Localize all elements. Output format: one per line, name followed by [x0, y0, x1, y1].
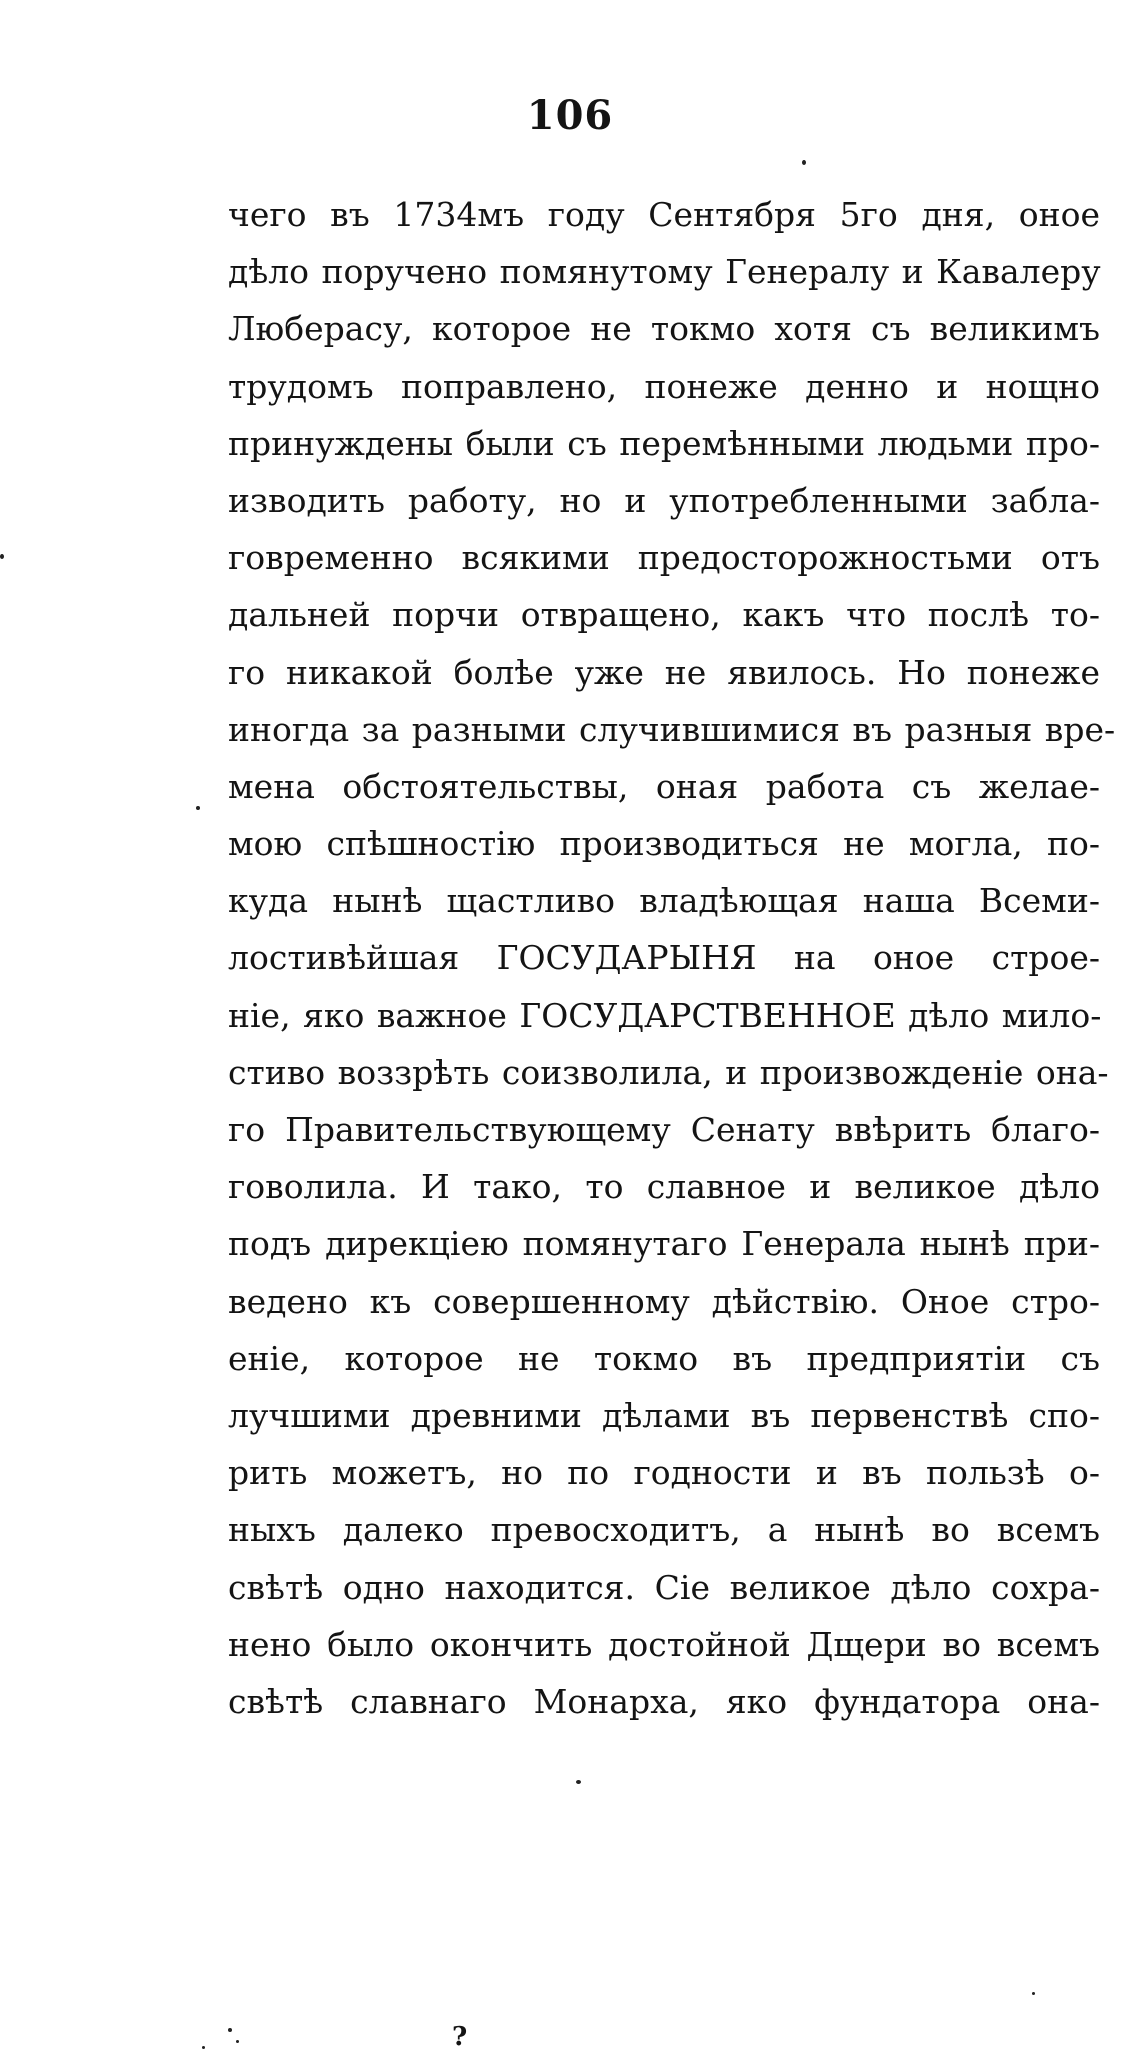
text-line: енiе, которое не токмо въ предприятiи съ	[228, 1338, 1100, 1378]
text-line: го никакой болѣе уже не явилось. Но понеже	[228, 652, 1100, 692]
text-line: подъ дирекцiею помянутаго Генерала нынѣ при-	[228, 1224, 1100, 1264]
text-line: Люберасу, которое не токмо хотя съ великимъ	[228, 309, 1100, 349]
text-line: нiе, яко важное ГОСУДАРСТВЕННОЕ дѣло мило-	[228, 995, 1102, 1035]
text-line: ныхъ далеко превосходитъ, а нынѣ во всемъ	[228, 1510, 1100, 1550]
body-text	[228, 186, 1116, 1730]
text-line: трудомъ поправлено, понеже денно и нощно	[228, 366, 1100, 406]
text-line: свѣтѣ славнаго Монарха, яко фундатора она-	[228, 1681, 1100, 1721]
signature-mark: ?	[452, 2022, 468, 2052]
text-line: дальней порчи отвращено, какъ что послѣ то-	[228, 595, 1100, 635]
text-line: куда нынѣ щастливо владѣющая наша Всеми-	[228, 881, 1100, 921]
scan-speck	[0, 554, 4, 559]
text-line: говолила. И тако, то славное и великое дѣло	[228, 1167, 1100, 1207]
scan-speck	[228, 2028, 232, 2032]
text-line: изводить работу, но и употребленными забла-	[228, 480, 1100, 520]
text-line: чего въ 1734мъ году Сентября 5го дня, оное	[228, 195, 1100, 234]
text-line: рить можетъ, но по годности и въ пользѣ о-	[228, 1453, 1100, 1493]
text-line: свѣтѣ одно находится. Сiе великое дѣло сохра-	[228, 1567, 1100, 1607]
text-line: дѣло поручено помянутому Генералу и Кавалеру	[228, 252, 1101, 292]
text-line: говременно всякими предосторожностьми отъ	[228, 538, 1100, 578]
scan-speck	[236, 2040, 239, 2043]
text-line: го Правительствующему Сенату ввѣрить благо-	[228, 1110, 1100, 1149]
text-line: стиво воззрѣть соизволила, и произвожденiе она-	[228, 1052, 1109, 1092]
scan-speck	[576, 1780, 581, 1784]
scan-speck	[1032, 1992, 1035, 1995]
text-line: нено было окончить достойной Дщери во всемъ	[228, 1624, 1100, 1664]
text-line: иногда за разными случившимися въ разныя вре-	[228, 709, 1116, 749]
text-line: лостивѣйшая ГОСУДАРЫНЯ на оное строе-	[228, 938, 1100, 978]
text-line: лучшими древними дѣлами въ первенствѣ спо-	[228, 1395, 1100, 1435]
text-line: принуждены были съ перемѣнными людьми про-	[228, 423, 1100, 463]
scan-speck	[202, 2046, 205, 2049]
page-number: 106	[526, 92, 614, 139]
text-line: мою спѣшностiю производиться не могла, по-	[228, 824, 1100, 864]
scan-speck	[196, 806, 200, 810]
scan-speck	[802, 160, 806, 165]
text-line: ведено къ совершенному дѣйствiю. Оное стро-	[228, 1281, 1100, 1321]
text-line: мена обстоятельствы, оная работа съ желае-	[228, 766, 1100, 806]
